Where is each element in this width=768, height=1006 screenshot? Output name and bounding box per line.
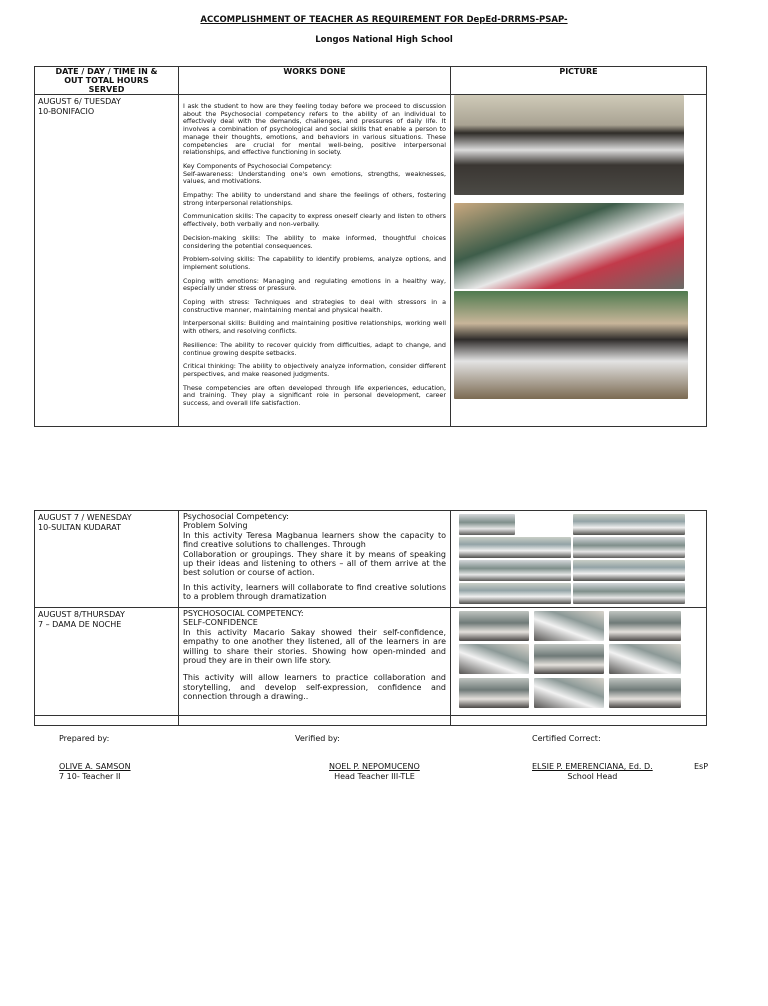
certified-signature [532,762,653,782]
prepared-by-label: Prepared by: [59,734,110,743]
activity-photo [459,644,529,674]
activity-photo [609,611,681,641]
paragraph: Coping with emotions: Managing and regulating emotions in a healthy way, especially under stress or pressure. [183,276,446,293]
works-done-cell [179,511,451,608]
esp-label: EsP [694,762,709,771]
entry-section: 10-BONIFACIO [38,106,95,116]
paragraph: Coping with stress: Techniques and strategies to deal with stressors in a constructive manner, maintaining mental and physical health. [183,298,446,314]
prepared-name: OLIVE A. SAMSON [59,762,131,771]
activity-photo [459,514,515,535]
activity-photo [459,611,529,641]
works-done-cell [179,95,451,427]
activity-photo [573,560,685,581]
classroom-photo [454,291,688,399]
works-done-cell [179,608,451,716]
activity-photo [459,560,571,581]
document-title: ACCOMPLISHMENT OF TEACHER AS REQUIREMENT FOR DepEd-DRRMS-PSAP- [200,15,568,25]
activity-photo [573,537,685,558]
activity-photo [459,583,571,604]
activity-photo [573,583,685,604]
certified-name: ELSIE P. EMERENCIANA, Ed. D. [532,762,653,771]
empty-cell [179,716,451,726]
activity-photo [459,678,529,708]
header-works-done: WORKS DONE [179,67,451,95]
paragraph: In this activity, learners will collaborate to find creative solutions to a problem through dramatization [183,582,446,602]
entry-date: AUGUST 8/THURSDAY [38,610,125,619]
entry-date: AUGUST 6/ TUESDAY [38,97,121,106]
entry-section: 7 – DAMA DE NOCHE [38,619,122,629]
entry-section: 10-SULTAN KUDARAT [38,522,121,532]
paragraph: Critical thinking: The ability to objectively analyze information, consider different perspectives, and make reasoned judgments. [183,362,446,378]
empty-cell [451,716,707,726]
verified-name: NOEL P. NEPOMUCENO [329,762,420,771]
activity-photo [534,678,604,708]
paragraph: I ask the student to how are they feeling today before we proceed to discussion about the Psychosocial competency refers to the ability of an individual to effectively deal with the demands, challenges, and pressures of daily life. It involves a combination of psychological and social skills that enable a person to manage their thoughts, emotions, and behaviors in various situations. These competencies are crucial for mental well-being, positive interpersonal relationships, and effective functioning in society. [183,102,446,157]
paragraph: Decision-making skills: The ability to make informed, thoughtful choices considering the potential consequences. [183,233,446,250]
paragraph: Empathy: The ability to understand and share the feelings of others, fostering strong interpersonal relationships. [183,191,446,207]
paragraph: These competencies are often developed through life experiences, education, and training. They play a significant role in personal development, career success, and overall life satisfaction. [183,383,446,408]
paragraph: This activity will allow learners to practice collaboration and storytelling, and develop self-expression, confidence and connection through a drawing.. [183,673,446,702]
paragraph: Psychosocial Competency: Problem Solving In this activity Teresa Magbanua learners show the capacity to find creative solutions to challenges. Through Collaboration or groupings. They share it by means of speaking up their ideas and listening to others – all of them arrive at the best solution or course of action. [183,512,446,578]
classroom-photo [454,203,684,289]
verified-by-label: Verified by: [295,734,340,743]
paragraph: Communication skills: The capacity to express oneself clearly and listen to others effectively, both verbally and non-verbally. [183,212,446,229]
prepared-by-signature [59,762,131,782]
date-cell [35,608,179,716]
verified-by-signature [329,762,420,782]
activity-photo [609,678,681,708]
table-row [35,608,707,716]
table-row [35,716,707,726]
activity-photo [573,514,685,535]
certified-correct-label: Certified Correct: [532,734,601,743]
paragraph: Key Components of Psychosocial Competency: Self-awareness: Understanding one's own emotions, strengths, weaknesses, values, and motivations. [183,161,446,186]
header-date: DATE / DAY / TIME IN & OUT TOTAL HOURS SERVED [35,67,179,95]
verified-title: Head Teacher III-TLE [334,772,415,781]
table-header-row [35,67,707,95]
school-name: Longos National High School [315,35,453,45]
certified-title: School Head [567,772,618,781]
classroom-photo [454,95,684,195]
activity-photo [534,611,604,641]
activity-photo [534,644,604,674]
paragraph: Problem-solving skills: The capability to identify problems, analyze options, and implement solutions. [183,255,446,271]
activity-photo [459,537,571,558]
paragraph: Interpersonal skills: Building and maintaining positive relationships, working well with others, and resolving conflicts. [183,319,446,336]
prepared-title: 7 10- Teacher II [59,772,121,781]
empty-cell [35,716,179,726]
entry-date: AUGUST 7 / WENESDAY [38,513,132,522]
paragraph: Resilience: The ability to recover quickly from difficulties, adapt to change, and continue growing despite setbacks. [183,340,446,357]
paragraph: PSYCHOSOCIAL COMPETENCY: SELF-CONFIDENCE In this activity Macario Sakay showed their self-confidence, empathy to one another they listened, all of the learners in are willing to share their stories. Showing how open-minded and proud they are in their own life story. [183,609,446,666]
activity-photo [609,644,681,674]
header-picture: PICTURE [451,67,707,95]
date-cell [35,95,179,427]
date-cell [35,511,179,608]
